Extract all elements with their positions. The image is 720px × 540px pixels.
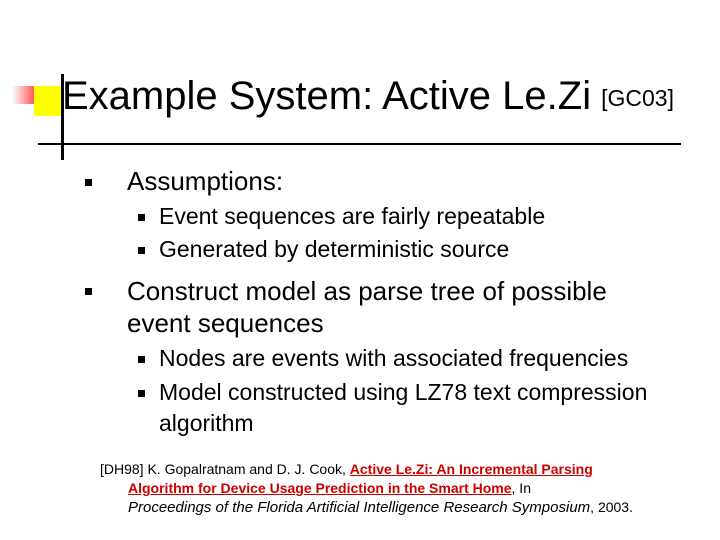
bullet-assumptions: Assumptions: [127, 166, 284, 196]
sub-bullet-nodes: Nodes are events with associated frequencies [159, 345, 629, 371]
bullet-construct-model-line2: event sequences [127, 308, 324, 338]
reference-paper-link-part1[interactable]: Active Le.Zi: An Incremental Parsing [349, 461, 593, 477]
reference-in: , In [511, 480, 531, 496]
reference-paper-link-part2[interactable]: Algorithm for Device Usage Prediction in the Smart Home [128, 480, 512, 496]
sub-bullet-marker [138, 356, 145, 363]
reference-citation [100, 460, 633, 517]
reference-year: , 2003. [590, 499, 633, 515]
sub-bullet-lz78-line1: Model constructed using LZ78 text compression [159, 379, 648, 405]
bullet-marker [85, 288, 92, 295]
title-text: Example System: Active Le.Zi [62, 74, 592, 118]
slide-title [62, 74, 674, 119]
reference-venue: Proceedings of the Florida Artificial Intelligence Research Symposium [128, 499, 591, 516]
sub-bullet-lz78-line2: algorithm [159, 410, 254, 436]
title-citation-tag: [GC03] [601, 85, 674, 111]
title-underline [38, 143, 681, 145]
decorative-red-square [12, 86, 34, 104]
sub-bullet-marker [138, 247, 145, 254]
sub-bullet-repeatable: Event sequences are fairly repeatable [159, 203, 546, 229]
bullet-construct-model-line1: Construct model as parse tree of possible [127, 276, 607, 306]
sub-bullet-marker [138, 214, 145, 221]
sub-bullet-deterministic: Generated by deterministic source [159, 236, 510, 262]
bullet-marker [85, 179, 92, 186]
sub-bullet-marker [138, 390, 145, 397]
decorative-yellow-square [34, 86, 64, 116]
reference-prefix: [DH98] K. Gopalratnam and D. J. Cook, [100, 461, 350, 477]
